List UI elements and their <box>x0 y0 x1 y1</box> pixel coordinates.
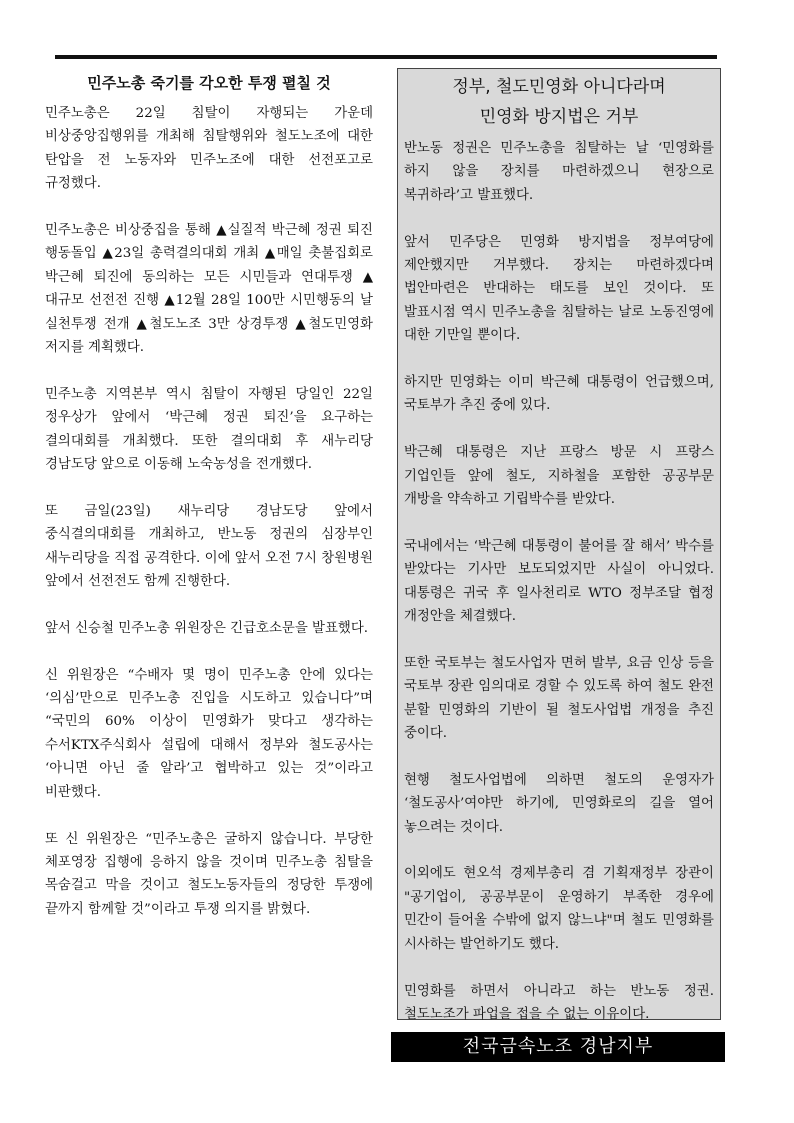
right-paragraph: 하지만 민영화는 이미 박근혜 대통령이 언급했으며, 국토부가 추진 중에 있다. <box>404 375 714 414</box>
left-paragraph: 신 위원장은 “수배자 몇 명이 민주노총 안에 있다는 ‘의심’만으로 민주노총 진입을 시도하고 있습니다”며 “국민의 60% 이상이 민영화가 맞다고 생각하는 수서KTX주식회사 설립에 대해서 정부와 철도공사는 ‘아니면 아닌 줄 알라’고 협박하고 있는 것”이라고 비판했다. <box>45 667 373 800</box>
left-article <box>45 72 373 945</box>
right-paragraph: 현행 철도사업법에 의하면 철도의 운영자가 ‘철도공사’여야만 하기에, 민영화로의 길을 열어 놓으려는 것이다. <box>404 772 714 835</box>
publisher-footer: 전국금속노조 경남지부 <box>391 1032 725 1062</box>
right-paragraph: 민영화를 하면서 아니라고 하는 반노동 정권. 철도노조가 파업을 접을 수 없는 이유이다. <box>404 983 714 1022</box>
right-paragraph: 국내에서는 ‘박근혜 대통령이 불어를 잘 해서’ 박수를 받았다는 기사만 보도되었지만 사실이 아니었다. 대통령은 귀국 후 일사천리로 WTO 정부조달 협정 개정안을 체결했다. <box>404 538 714 625</box>
left-paragraph: 또 신 위원장은 “민주노총은 굴하지 않습니다. 부당한 체포영장 집행에 응하지 않을 것이며 민주노총 침탈을 목숨걸고 막을 것이고 철도노동자들의 정당한 투쟁에 끝까지 함께할 것”이라고 투쟁 의지를 밝혔다. <box>45 831 373 917</box>
left-paragraph: 또 금일(23일) 새누리당 경남도당 앞에서 중식결의대회를 개최하고, 반노동 정권의 심장부인 새누리당을 직접 공격한다. 이에 앞서 오전 7시 창원병원 앞에서 선전전도 함께 진행한다. <box>45 503 373 590</box>
right-paragraph: 앞서 민주당은 민영화 방지법을 정부여당에 제안했지만 거부했다. 장치는 마련하겠다며 법안마련은 반대하는 태도를 보인 것이다. 또 발표시점 역시 민주노총을 침탈하는 날로 노동진영에 대한 기만일 뿐이다. <box>404 234 714 344</box>
right-paragraph: 박근혜 대통령은 지난 프랑스 방문 시 프랑스 기업인들 앞에 철도, 지하철을 포함한 공공부문 개방을 약속하고 기립박수를 받았다. <box>404 445 714 508</box>
left-paragraph: 앞서 신승철 민주노총 위원장은 긴급호소문을 발표했다. <box>45 620 369 636</box>
right-paragraph: 이외에도 현오석 경제부총리 겸 기획재정부 장관이 "공기업이, 공공부문이 운영하기 부족한 경우에 민간이 들어올 수밖에 없지 않느냐"며 철도 민영화를 시사하는 발언하기도 했다. <box>404 866 714 952</box>
right-paragraph: 반노동 정권은 민주노총을 침탈하는 날 ‘민영화를 하지 않을 장치를 마련하겠으니 현장으로 복귀하라’고 발표했다. <box>404 141 714 203</box>
left-paragraph: 민주노총은 비상중집을 통해 ▲실질적 박근혜 정권 퇴진 행동돌입 ▲23일 총력결의대회 개최 ▲매일 촛불집회로 박근혜 퇴진에 동의하는 모든 시민들과 연대투쟁 ▲대규모 선전전 진행 ▲12월 28일 100만 시민행동의 날 실천투쟁 전개 ▲철도노조 3만 상경투쟁 ▲철도민영화 저지를 계획했다. <box>45 223 373 356</box>
left-paragraph: 민주노총은 22일 침탈이 자행되는 가운데 비상중앙집행위를 개최해 침탈행위와 철도노조에 대한 탄압을 전 노동자와 민주노조에 대한 선전포고로 규정했다. <box>45 106 373 192</box>
left-article-title: 민주노총 죽기를 각오한 투쟁 펼칠 것 <box>87 74 331 92</box>
left-paragraph: 민주노총 지역본부 역시 침탈이 자행된 당일인 22일 정우상가 앞에서 ‘박근혜 정권 퇴진’을 요구하는 결의대회를 개최했다. 또한 결의대회 후 새누리당 경남도당 앞으로 이동해 노숙농성을 전개했다. <box>45 386 373 473</box>
right-article-title-line1: 정부, 철도민영화 아니다라며 <box>452 77 666 97</box>
right-article-title-line2: 민영화 방지법은 거부 <box>479 107 639 127</box>
right-article-box <box>397 68 721 1020</box>
top-divider-rule <box>55 55 717 59</box>
right-paragraph: 또한 국토부는 철도사업자 면허 발부, 요금 인상 등을 국토부 장관 임의대로 경할 수 있도록 하여 철도 완전 분할 민영화의 기반이 될 철도사업법 개정을 추진 중이다. <box>404 655 714 742</box>
